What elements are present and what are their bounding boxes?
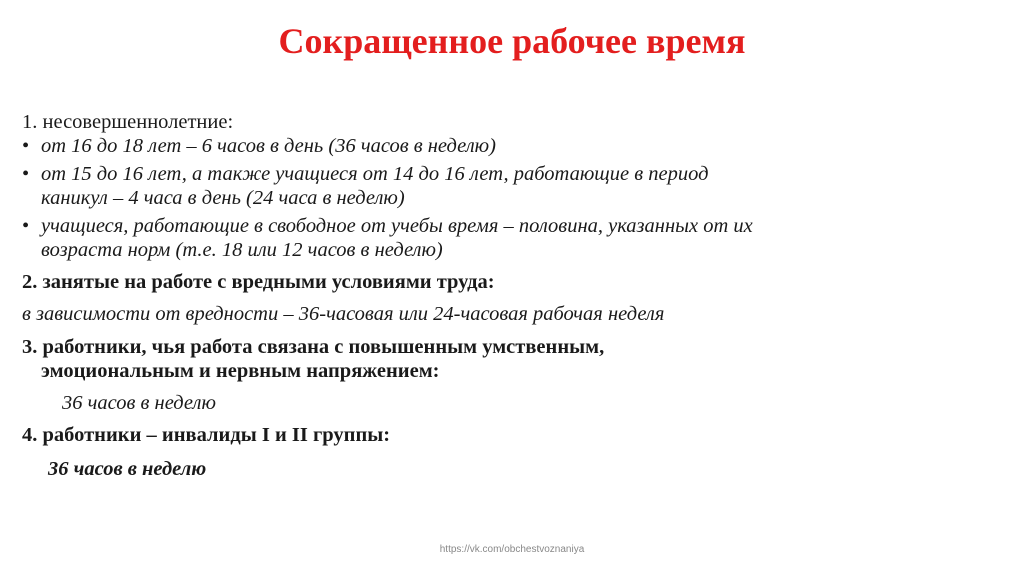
source-url: https://vk.com/obchestvoznaniya [439, 544, 585, 555]
bullet-item-3-line-2: возраста норм (т.е. 18 или 12 часов в неделю) [41, 239, 443, 261]
bullet-item-3-line-1: учащиеся, работающие в свободное от учебы время – половина, указанных от их [41, 215, 753, 237]
slide-content [22, 110, 982, 481]
bullet-item-2 [22, 162, 982, 210]
section-1-heading: 1. несовершеннолетние: [22, 111, 234, 133]
section-2-text: в зависимости от вредности – 36-часовая или 24-часовая рабочая неделя [22, 303, 665, 325]
bullet-item-1-text: от 16 до 18 лет – 6 часов в день (36 часов в неделю) [41, 135, 496, 157]
bullet-icon: • [22, 135, 30, 157]
bullet-item-2-line-1: от 15 до 16 лет, а также учащиеся от 14 до 16 лет, работающие в период [41, 163, 709, 185]
section-4-text: 36 часов в неделю [48, 458, 207, 480]
section-3-heading-line-1: 3. работники, чья работа связана с повышенным умственным, [22, 336, 605, 358]
slide-title: Сокращенное рабочее время [278, 21, 746, 61]
section-3-text: 36 часов в неделю [62, 392, 216, 414]
bullet-item-3 [22, 214, 982, 262]
section-4-heading: 4. работники – инвалиды I и II группы: [22, 424, 391, 446]
bullet-icon: • [22, 163, 30, 185]
bullet-item-2-line-2: каникул – 4 часа в день (24 часа в неделю) [41, 187, 405, 209]
section-2-heading: 2. занятые на работе с вредными условиями труда: [22, 271, 495, 293]
bullet-icon: • [22, 215, 30, 237]
bullet-item-1 [22, 134, 982, 158]
section-3-heading-line-2: эмоциональным и нервным напряжением: [41, 360, 440, 382]
